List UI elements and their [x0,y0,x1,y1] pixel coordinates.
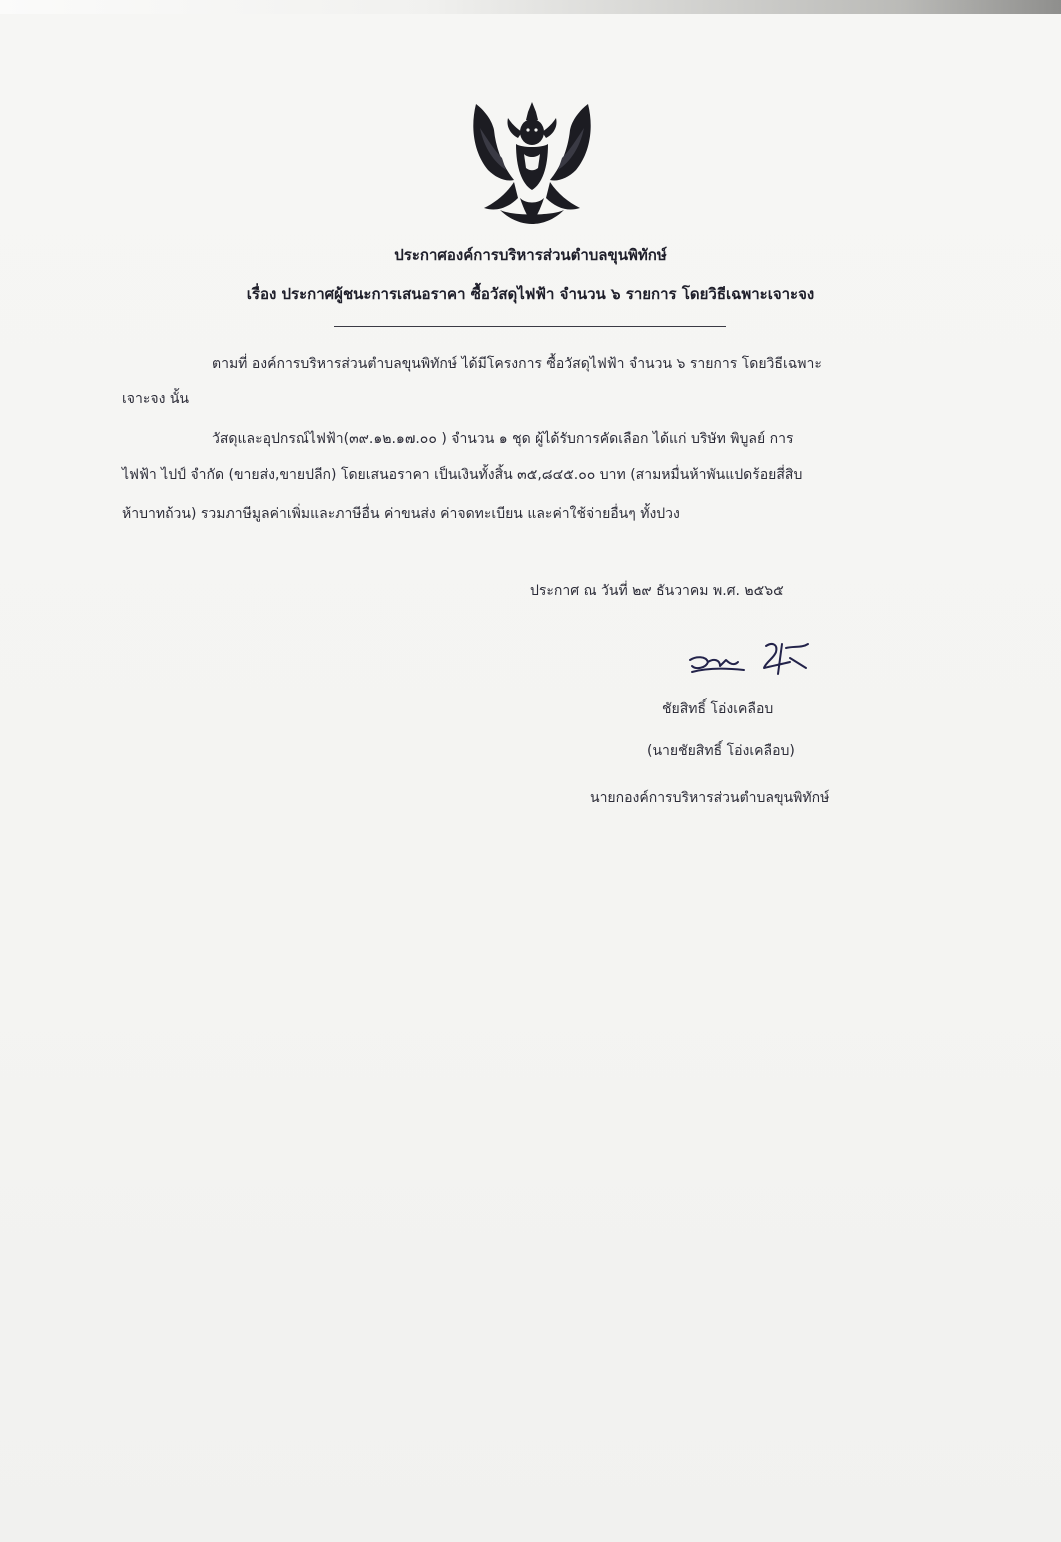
announcement-subject: เรื่อง ประกาศผู้ชนะการเสนอราคา ซื้อวัสดุไฟฟ้า จำนวน ๖ รายการ โดยวิธีเฉพาะเจาะจง [246,285,815,303]
paragraph-2-line-1: วัสดุและอุปกรณ์ไฟฟ้า(๓๙.๑๒.๑๗.๐๐ ) จำนวน ๑ ชุด ผู้ได้รับการคัดเลือก ได้แก่ บริษัท พิบูลย์ การ [212,431,794,447]
announcement-date: ประกาศ ณ วันที่ ๒๙ ธันวาคม พ.ศ. ๒๕๖๕ [530,583,784,599]
page-edge-shadow [0,0,1061,14]
signer-name-parenthesized: (นายชัยสิทธิ์ โอ่งเคลือบ) [647,743,795,759]
paragraph-2-line-2: ไฟฟ้า ไปป์ จำกัด (ขายส่ง,ขายปลีก) โดยเสนอราคา เป็นเงินทั้งสิ้น ๓๕,๘๔๕.๐๐ บาท (สามหมื่นห้าพันแปดร้อยสี่สิบ [122,467,803,483]
paragraph-1-line-2: เจาะจง นั้น [122,391,189,407]
signer-name: ชัยสิทธิ์ โอ่งเคลือบ [662,701,774,717]
signer-position: นายกองค์การบริหารส่วนตำบลขุนพิทักษ์ [590,790,830,806]
handwritten-signature [686,638,816,682]
garuda-emblem-icon [466,98,598,230]
title-divider [334,326,726,327]
paragraph-1-line-1: ตามที่ องค์การบริหารส่วนตำบลขุนพิทักษ์ ได้มีโครงการ ซื้อวัสดุไฟฟ้า จำนวน ๖ รายการ โดยวิธีเฉพาะ [212,356,822,372]
paragraph-2-line-3: ห้าบาทถ้วน) รวมภาษีมูลค่าเพิ่มและภาษีอื่น ค่าขนส่ง ค่าจดทะเบียน และค่าใช้จ่ายอื่นๆ ทั้งปวง [122,506,680,522]
announcement-org-title: ประกาศองค์การบริหารส่วนตำบลขุนพิทักษ์ [394,246,667,264]
